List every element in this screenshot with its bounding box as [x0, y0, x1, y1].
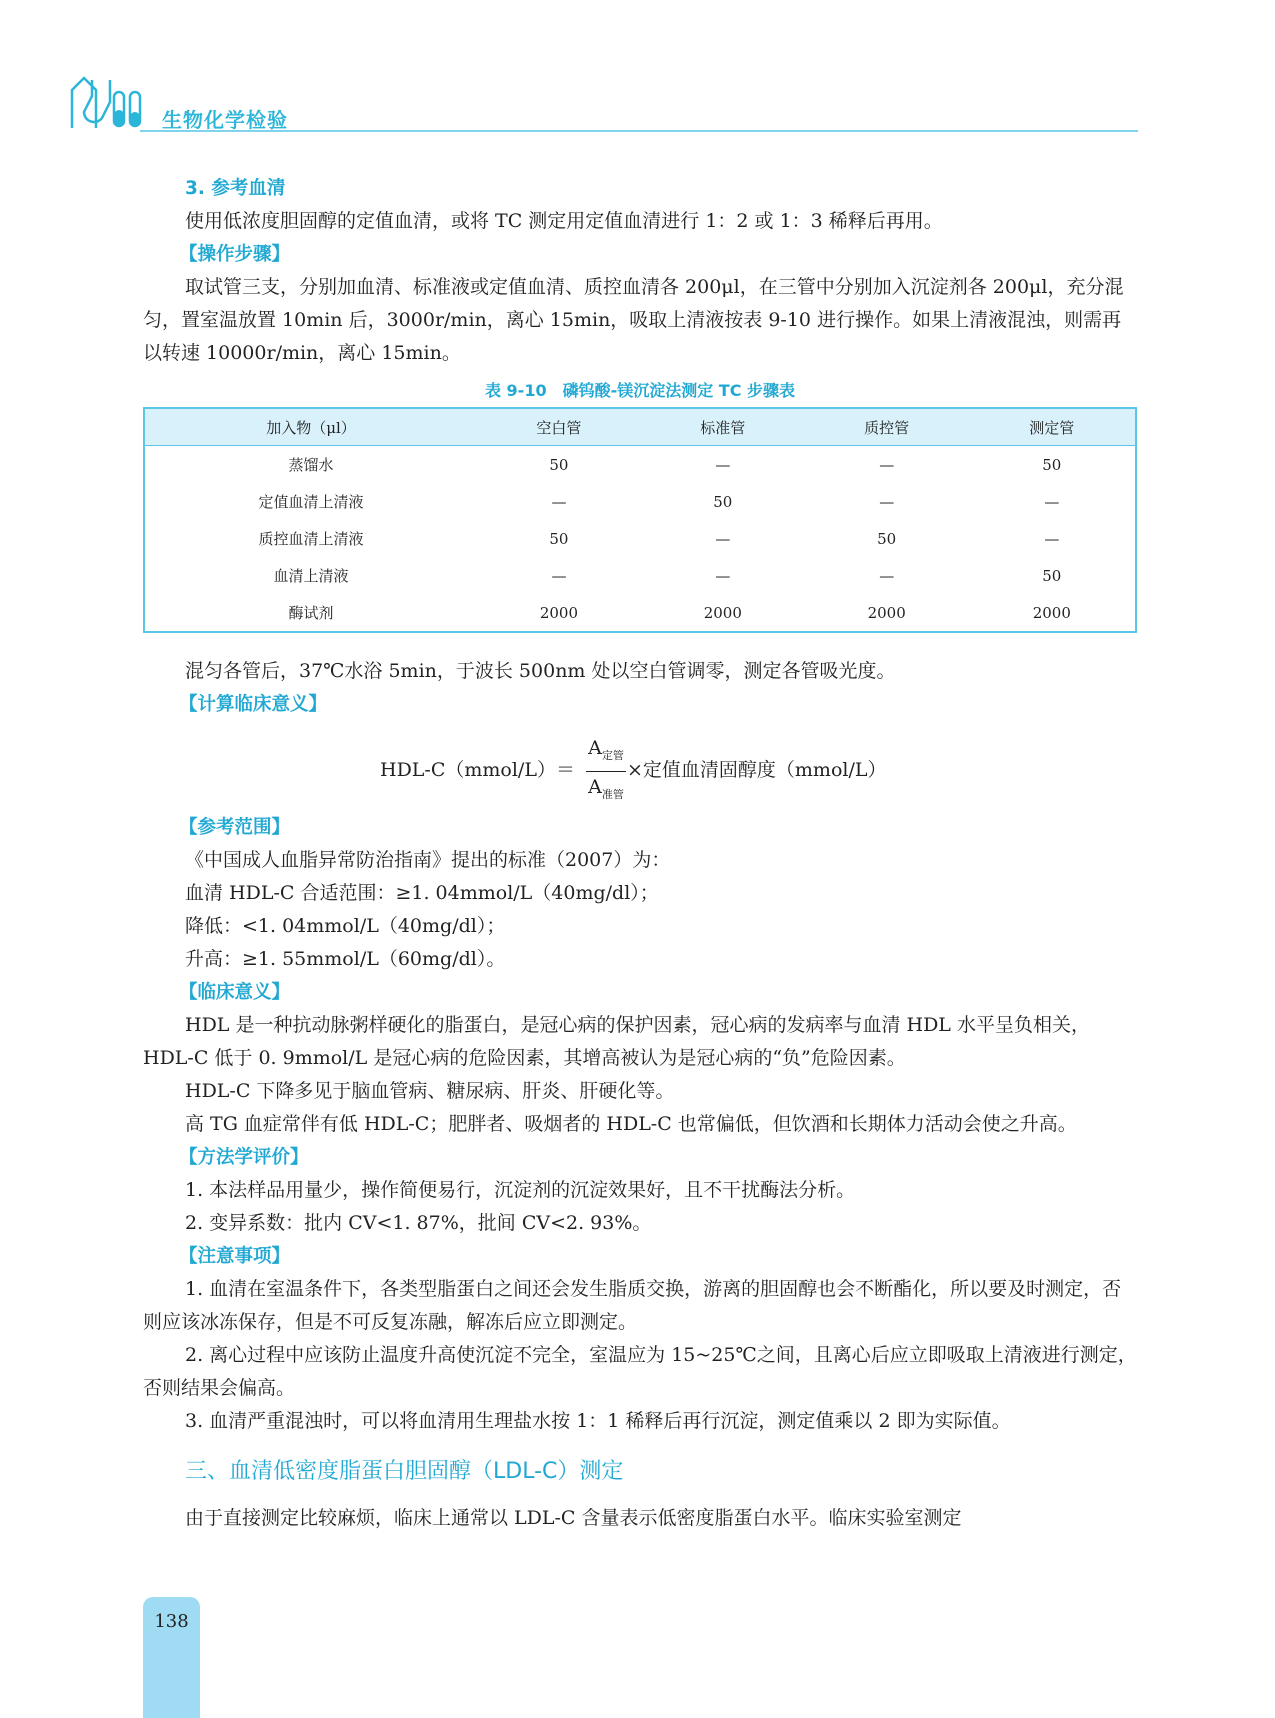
table-cell: —: [1044, 492, 1060, 511]
table-row: [144, 557, 1136, 594]
formula-denominator: [586, 772, 626, 810]
table-cell: 50: [1042, 566, 1062, 585]
notes-item: 3. 血清严重混浊时，可以将血清用生理盐水按 1：1 稀释后再行沉淀，测定值乘以 2 即为实际值。: [185, 1410, 1011, 1432]
lab-flask-test-tubes-icon: [70, 70, 160, 130]
hdl-formula: [143, 727, 1137, 809]
formula-rhs: ×定值血清固醇度（mmol/L）: [627, 759, 887, 781]
table-cell: 2000: [539, 603, 579, 622]
formula-fraction: [586, 733, 626, 810]
table-row: [144, 483, 1136, 520]
formula-den-sub: 准管: [601, 787, 624, 801]
table-header-cell: 标准管: [641, 408, 805, 446]
notes-item: 1. 血清在室温条件下，各类型脂蛋白之间还会发生脂质交换，游离的胆固醇也会不断酯化，所以要及时测定，否则应该冰冻保存，但是不可反复冻融，解冻后应立即测定。: [143, 1278, 1122, 1333]
header-divider: [140, 130, 1138, 132]
table-cell: 2000: [703, 603, 742, 622]
table-cell: —: [879, 566, 895, 585]
table-cell: —: [1044, 529, 1060, 548]
table-cell: 50: [549, 455, 569, 474]
table-header-cell: 加入物（μl）: [144, 408, 477, 446]
formula-lhs: HDL-C（mmol/L）＝: [380, 759, 575, 781]
table-cell: 2000: [1032, 603, 1071, 622]
page-header: [70, 60, 1138, 135]
table-cell: 酶试剂: [288, 604, 334, 622]
page-content: [143, 172, 1137, 1535]
table-cell: 50: [1042, 455, 1062, 474]
table-cell: 血清上清液: [273, 567, 349, 585]
table-cell: —: [715, 566, 731, 585]
table-cell: 50: [549, 529, 569, 548]
range-line: 血清 HDL-C 合适范围：≥1. 04mmol/L（40mg/dl）；: [185, 882, 659, 904]
header-title: 生物化学检验: [162, 108, 288, 132]
page-number-tab: [143, 1597, 200, 1718]
table-caption: 表 9-10 磷钨酸-镁沉淀法测定 TC 步骤表: [484, 381, 796, 400]
table-cell: 质控血清上清液: [258, 530, 364, 548]
section-title: 三、血清低密度脂蛋白胆固醇（LDL-C）测定: [185, 1459, 624, 1484]
after-table-text: 混匀各管后，37℃水浴 5min，于波长 500nm 处以空白管调零，测定各管吸光度。: [185, 660, 896, 682]
clinical-paragraph: HDL-C 下降多见于脑血管病、糖尿病、肝炎、肝硬化等。: [185, 1080, 675, 1102]
formula-numerator: [586, 733, 626, 771]
method-heading: 【方法学评价】: [179, 1147, 309, 1168]
ref-serum-text: 使用低浓度胆固醇的定值血清，或将 TC 测定用定值血清进行 1：2 或 1：3 稀释后再用。: [185, 210, 943, 232]
table-cell: —: [551, 492, 567, 511]
procedure-text: 取试管三支，分别加血清、标准液或定值血清、质控血清各 200μl，在三管中分别加入沉淀剂各 200μl，充分混匀，置室温放置 10min 后，3000r/min，离心 15min，吸取上清液按表 9-10 进行操作。如果上清液混浊，则需再以转速 10000r/min，离心 15min。: [143, 276, 1124, 364]
table-cell: 2000: [867, 603, 906, 622]
table-row: [144, 446, 1136, 484]
table-row: [144, 594, 1136, 632]
table-cell: 50: [877, 529, 897, 548]
table-header-row: [144, 408, 1136, 446]
method-item: 1. 本法样品用量少，操作简便易行，沉淀剂的沉淀效果好，且不干扰酶法分析。: [185, 1179, 856, 1201]
table-header-cell: 空白管: [477, 408, 641, 446]
range-heading: 【参考范围】: [179, 817, 291, 838]
notes-heading: 【注意事项】: [179, 1246, 291, 1267]
ref-serum-heading: 3. 参考血清: [185, 178, 286, 199]
table-header-cell: 质控管: [805, 408, 969, 446]
formula-den-main: A: [588, 775, 602, 798]
range-line: 《中国成人血脂异常防治指南》提出的标准（2007）为：: [185, 849, 671, 871]
procedure-heading: 【操作步骤】: [179, 244, 291, 265]
table-cell: —: [879, 492, 895, 511]
range-line: 升高：≥1. 55mmol/L（60mg/dl）。: [185, 948, 506, 970]
table-cell: —: [715, 529, 731, 548]
table-cell: —: [879, 455, 895, 474]
page-number: 138: [154, 1611, 189, 1632]
range-line: 降低：<1. 04mmol/L（40mg/dl）；: [185, 915, 506, 937]
table-cell: —: [715, 455, 731, 474]
table-cell: 定值血清上清液: [258, 493, 364, 511]
table-row: [144, 520, 1136, 557]
table-cell: —: [551, 566, 567, 585]
section-text: 由于直接测定比较麻烦，临床上通常以 LDL-C 含量表示低密度脂蛋白水平。临床实验室测定: [185, 1507, 962, 1529]
formula-num-main: A: [588, 737, 602, 759]
calc-heading: 【计算临床意义】: [179, 694, 328, 715]
steps-table: [143, 407, 1137, 633]
clinical-paragraph: 高 TG 血症常伴有低 HDL-C；肥胖者、吸烟者的 HDL-C 也常偏低，但饮酒和长期体力活动会使之升高。: [185, 1113, 1077, 1135]
table-header-cell: 测定管: [969, 408, 1136, 446]
clinical-heading: 【临床意义】: [179, 982, 291, 1003]
method-item: 2. 变异系数：批内 CV<1. 87%，批间 CV<2. 93%。: [185, 1212, 652, 1234]
table-cell: 蒸馏水: [288, 456, 334, 474]
table-cell: 50: [713, 492, 733, 511]
clinical-paragraph: HDL 是一种抗动脉粥样硬化的脂蛋白，是冠心病的保护因素，冠心病的发病率与血清 HDL 水平呈负相关，HDL-C 低于 0. 9mmol/L 是冠心病的危险因素，其增高被认为是冠心病的“负”危险因素。: [143, 1014, 1090, 1069]
formula-num-sub: 定管: [601, 748, 624, 762]
notes-item: 2. 离心过程中应该防止温度升高使沉淀不完全，室温应为 15~25℃之间，且离心后应立即吸取上清液进行测定，否则结果会偏高。: [143, 1344, 1137, 1399]
